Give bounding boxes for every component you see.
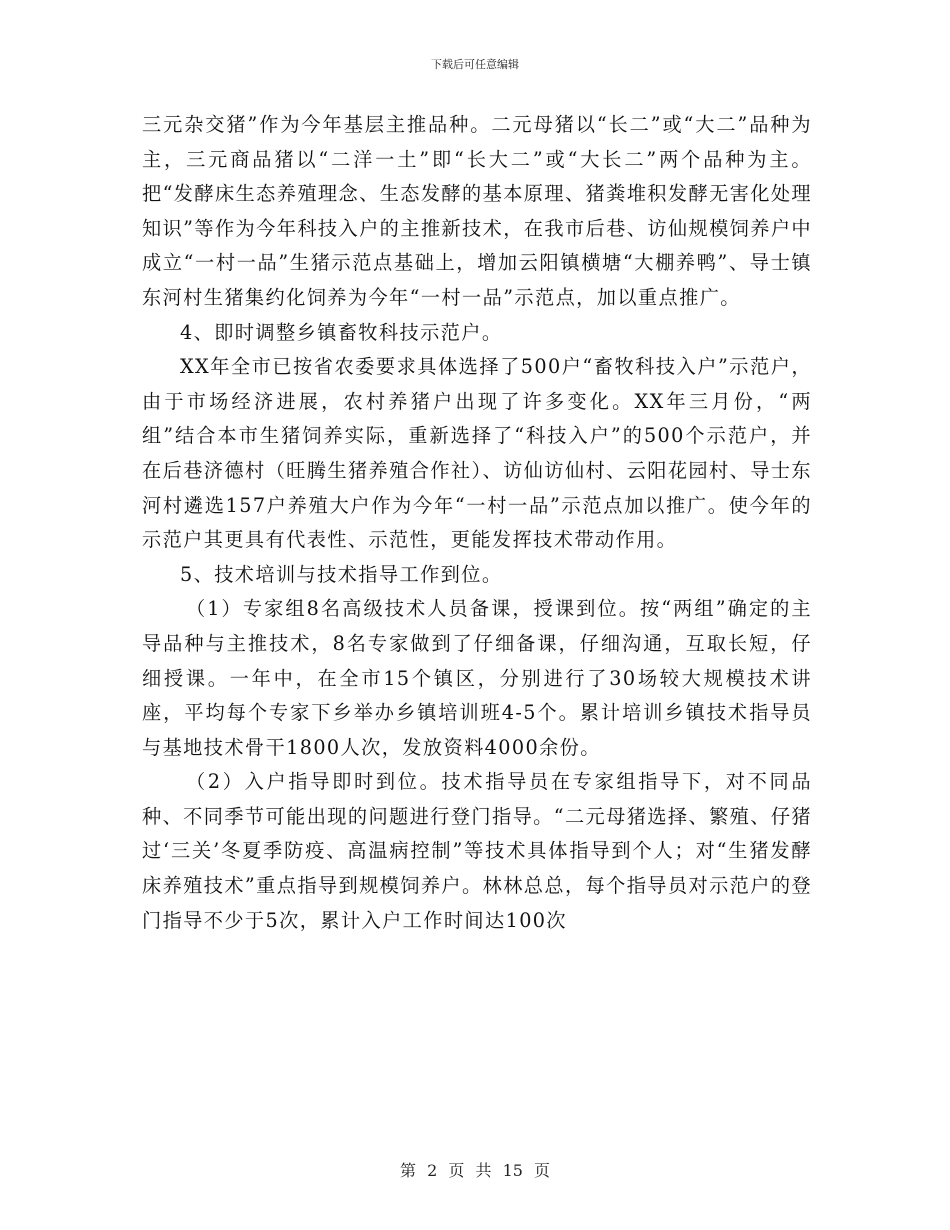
paragraph-heading-4: 4、即时调整乡镇畜牧科技示范户。	[180, 320, 503, 344]
footer-page-total: 15	[502, 1161, 523, 1180]
paragraph-breeds: 三元杂交猪”作为今年基层主推品种。二元母猪以“长二”或“大二”品种为主，三元商品猪以“二洋一土”即“长大二”或“大长二”两个品种为主。把“发酵床生态养殖理念、生态发酵的基本原理、猪粪堆积发酵无害化处理知识”等作为今年科技入户的主推新技术，在我市后巷、访仙规模饲养户中成立“一村一品”生猪示范点基础上，增加云阳镇横塘“大棚养鸭”、导士镇东河村生猪集约化饲养为今年“一村一品”示范点，加以重点推广。	[142, 113, 813, 309]
footer-label-gong: 共	[475, 1161, 492, 1180]
paragraph-demo-households: XX年全市已按省农委要求具体选择了500户“畜牧科技入户”示范户，由于市场经济进展，农村养猪户出现了许多变化。XX年三月份，“两组”结合本市生猪饲养实际，重新选择了“科技入户”的500个示范户，并在后巷济德村（旺腾生猪养殖合作社）、访仙访仙村、云阳花园村、导士东河村遴选157户养殖大户作为今年“一村一品”示范点加以推广。使今年的示范户其更具有代表性、示范性，更能发挥技术带动作用。	[142, 355, 812, 552]
page-footer	[0, 1158, 950, 1181]
footer-label-ye2: 页	[534, 1161, 551, 1180]
page-header-note: 下载后可任意编辑	[431, 58, 519, 71]
footer-label-ye: 页	[448, 1161, 465, 1180]
paragraph-expert-training: （1）专家组8名高级技术人员备课，授课到位。按“两组”确定的主导品种与主推技术，8名专家做到了仔细备课，仔细沟通，互取长短，仔细授课。一年中，在全市15个镇区，分别进行了30场较大规模技术讲座，平均每个专家下乡举办乡镇培训班4-5个。累计培训乡镇技术指导员与基地技术骨干1800人次，发放资料4000余份。	[142, 597, 812, 759]
document-body	[142, 108, 812, 938]
footer-page-current: 2	[427, 1161, 438, 1180]
paragraph-household-guidance: （2）入户指导即时到位。技术指导员在专家组指导下，对不同品种、不同季节可能出现的问题进行登门指导。“二元母猪选择、繁殖、仔猪过‘三关’冬夏季防疫、高温病控制”等技术具体指导到个人；对“生猪发酵床养殖技术”重点指导到规模饲养户。林林总总，每个指导员对示范户的登门指导不少于5次，累计入户工作时间达100次	[142, 770, 813, 932]
paragraph-heading-5: 5、技术培训与技术指导工作到位。	[180, 562, 503, 586]
footer-label-di: 第	[399, 1161, 416, 1180]
